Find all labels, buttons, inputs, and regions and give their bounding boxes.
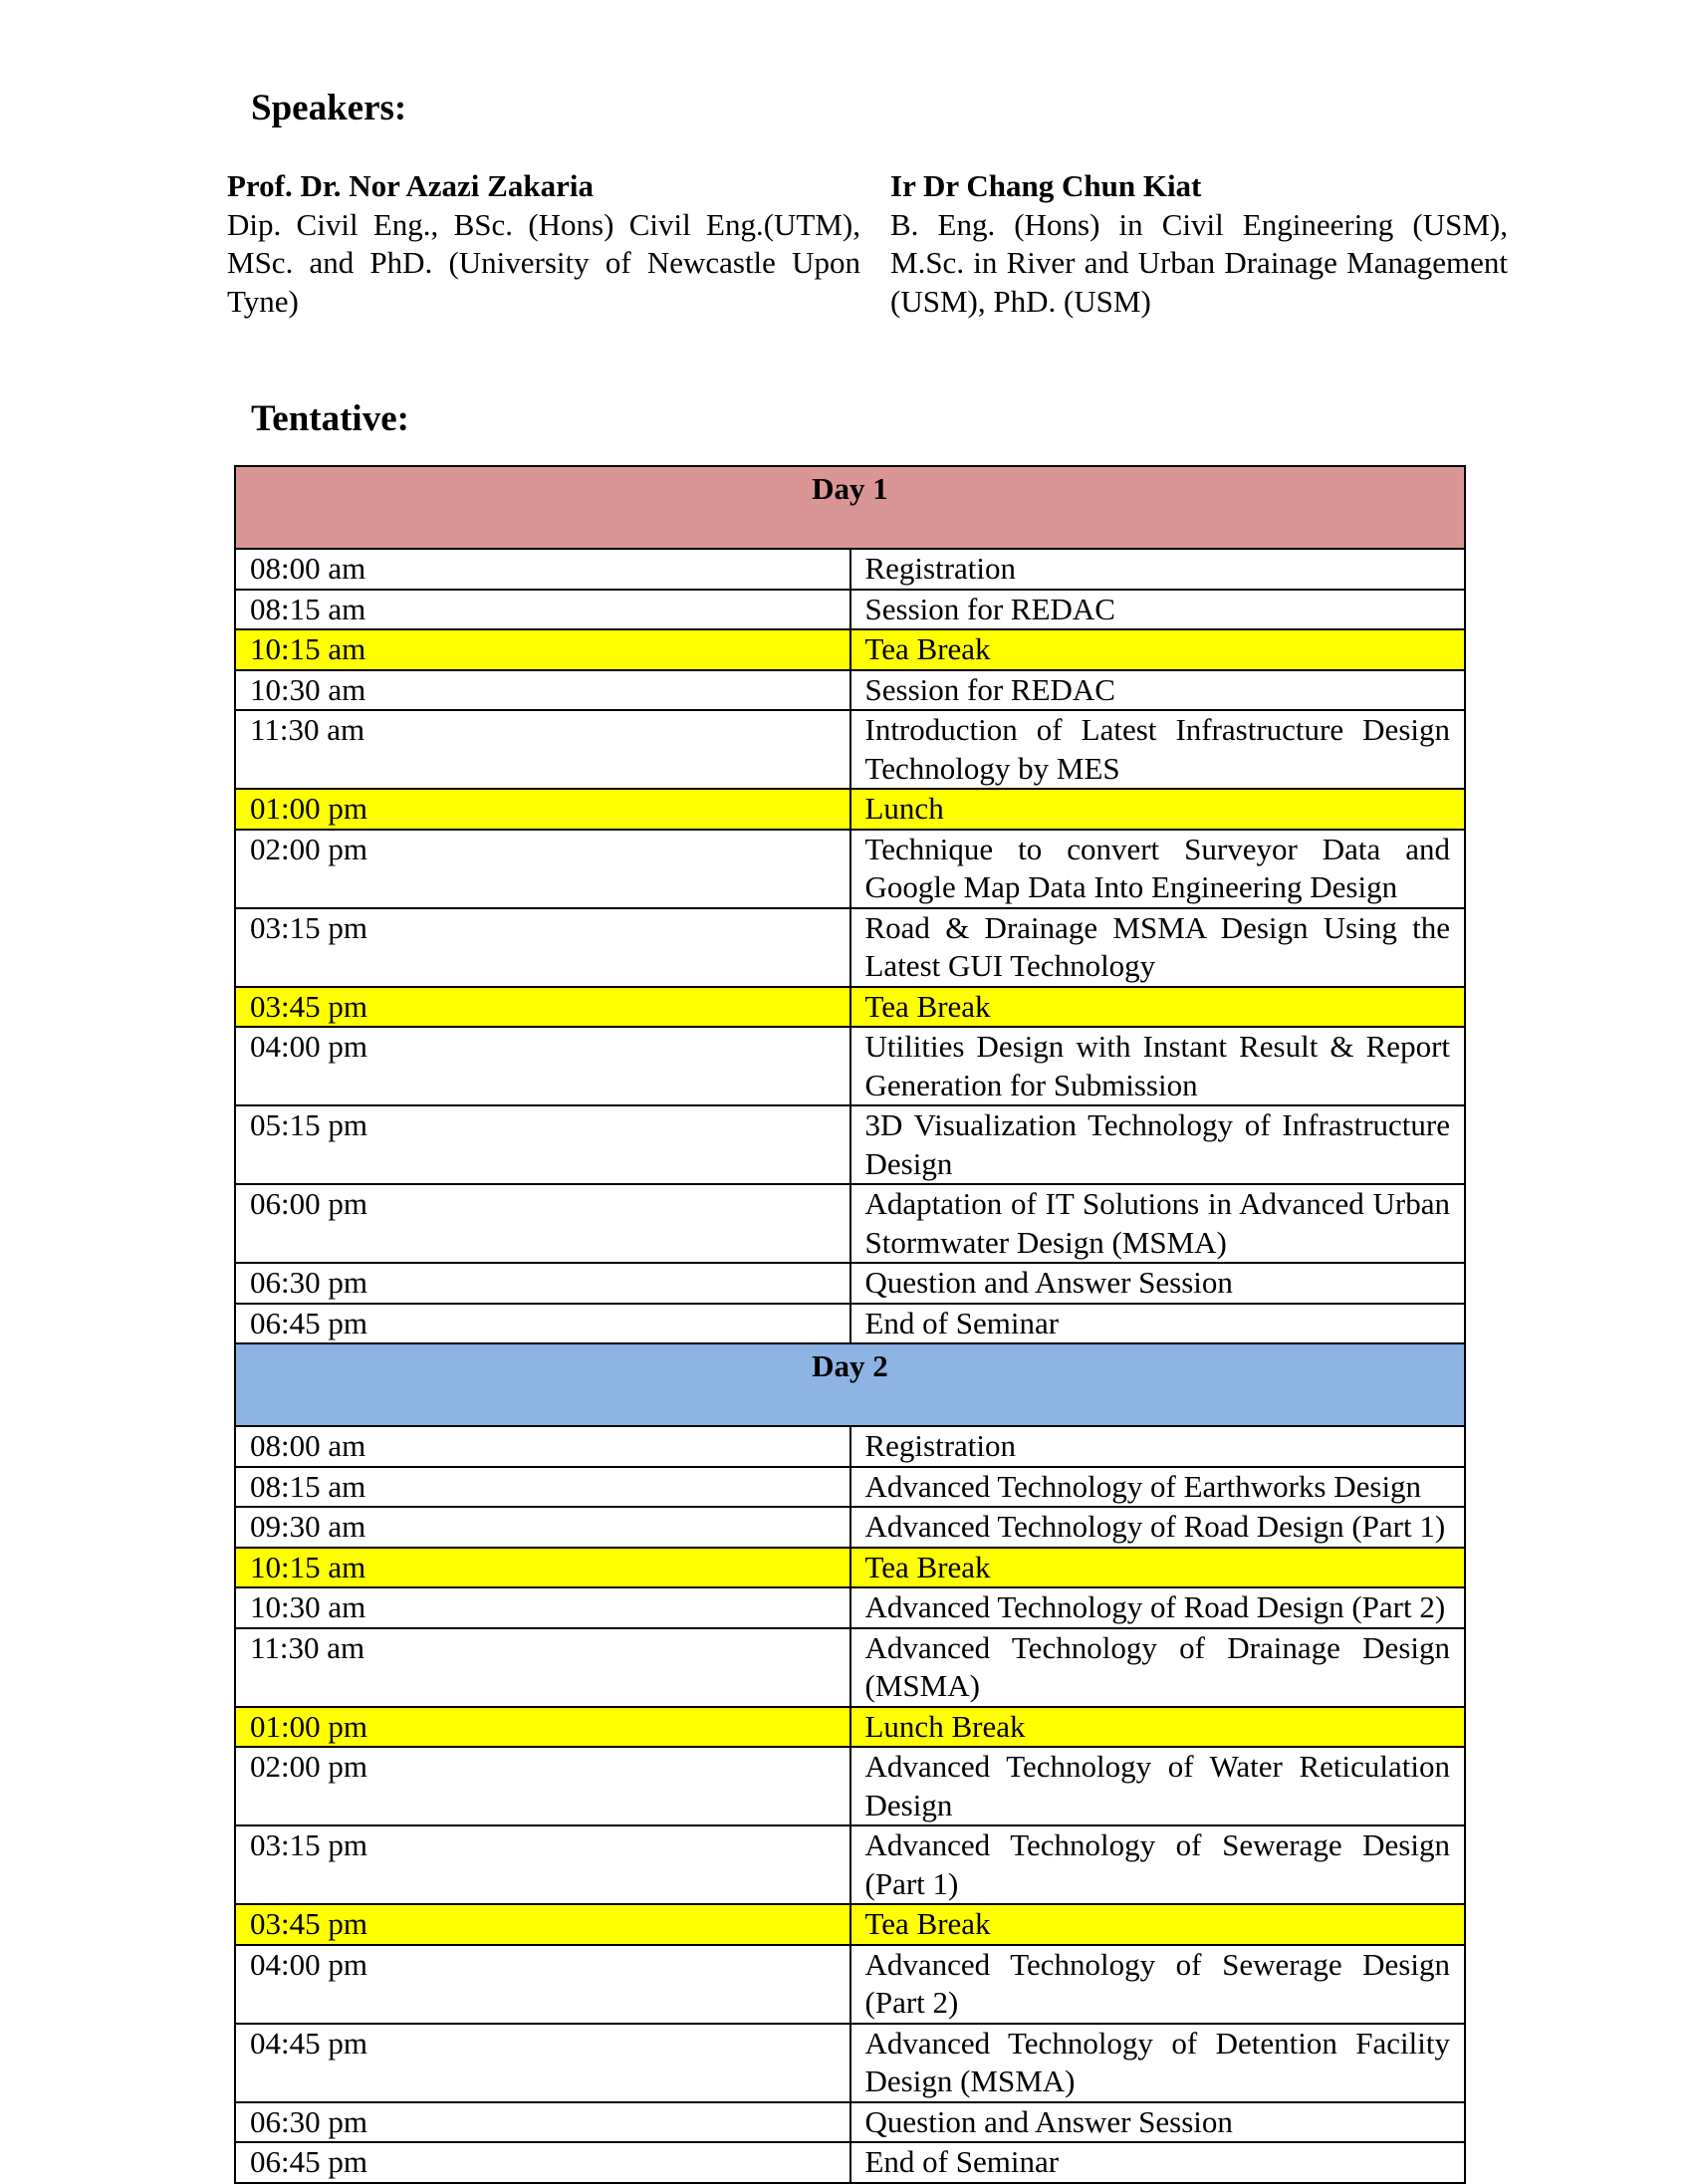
time-cell: 08:00 am — [235, 1426, 850, 1467]
time-cell: 03:45 pm — [235, 987, 850, 1028]
break-row — [235, 987, 1465, 1028]
speaker-name: Prof. Dr. Nor Azazi Zakaria — [227, 168, 594, 203]
schedule-row — [235, 1263, 1465, 1304]
speaker-card — [890, 167, 1508, 321]
speaker-credentials: Dip. Civil Eng., BSc. (Hons) Civil Eng.(UTM), MSc. and PhD. (University of Newcastle Upon Tyne) — [227, 206, 860, 319]
activity-cell: 3D Visualization Technology of Infrastructure Design — [850, 1105, 1466, 1184]
activity-cell: Advanced Technology of Water Reticulation Design — [850, 1747, 1466, 1825]
activity-cell: Adaptation of IT Solutions in Advanced Urban Stormwater Design (MSMA) — [850, 1184, 1466, 1263]
activity-cell: End of Seminar — [850, 2142, 1466, 2183]
schedule-row — [235, 1105, 1465, 1184]
activity-cell: Tea Break — [850, 1904, 1466, 1945]
time-cell: 03:15 pm — [235, 908, 850, 987]
time-cell: 02:00 pm — [235, 830, 850, 908]
schedule-row — [235, 1628, 1465, 1707]
time-cell: 08:00 am — [235, 549, 850, 590]
time-cell: 10:15 am — [235, 629, 850, 670]
speaker-card — [227, 167, 860, 321]
day-header-row — [235, 1343, 1465, 1426]
time-cell: 10:30 am — [235, 1587, 850, 1628]
time-cell: 04:00 pm — [235, 1027, 850, 1105]
time-cell: 06:45 pm — [235, 1304, 850, 1344]
speakers-heading: Speakers: — [251, 88, 407, 128]
schedule-row — [235, 2024, 1465, 2102]
time-cell: 05:15 pm — [235, 1105, 850, 1184]
activity-cell: Advanced Technology of Drainage Design (MSMA) — [850, 1628, 1466, 1707]
time-cell: 06:00 pm — [235, 1184, 850, 1263]
break-row — [235, 789, 1465, 830]
schedule-row — [235, 1507, 1465, 1548]
time-cell: 01:00 pm — [235, 789, 850, 830]
schedule-row — [235, 710, 1465, 789]
activity-cell: Tea Break — [850, 1548, 1466, 1588]
time-cell: 10:15 am — [235, 1548, 850, 1588]
activity-cell: Introduction of Latest Infrastructure Design Technology by MES — [850, 710, 1466, 789]
break-row — [235, 1904, 1465, 1945]
activity-cell: Registration — [850, 549, 1466, 590]
schedule-row — [235, 2102, 1465, 2143]
break-row — [235, 1548, 1465, 1588]
activity-cell: Lunch Break — [850, 1707, 1466, 1748]
schedule-row — [235, 1945, 1465, 2024]
schedule-row — [235, 1184, 1465, 1263]
activity-cell: Session for REDAC — [850, 670, 1466, 711]
time-cell: 02:00 pm — [235, 1747, 850, 1825]
activity-cell: Advanced Technology of Road Design (Part 2) — [850, 1587, 1466, 1628]
activity-cell: Advanced Technology of Earthworks Design — [850, 1467, 1466, 1508]
time-cell: 11:30 am — [235, 710, 850, 789]
day-title: Day 2 — [235, 1343, 1465, 1426]
activity-cell: Session for REDAC — [850, 590, 1466, 630]
break-row — [235, 1707, 1465, 1748]
activity-cell: Tea Break — [850, 987, 1466, 1028]
time-cell: 06:30 pm — [235, 2102, 850, 2143]
day-header-row — [235, 466, 1465, 549]
time-cell: 06:30 pm — [235, 1263, 850, 1304]
schedule-row — [235, 2142, 1465, 2183]
schedule-row — [235, 908, 1465, 987]
time-cell: 06:45 pm — [235, 2142, 850, 2183]
tentative-heading: Tentative: — [251, 398, 409, 439]
activity-cell: Technique to convert Surveyor Data and Google Map Data Into Engineering Design — [850, 830, 1466, 908]
speaker-name: Ir Dr Chang Chun Kiat — [890, 168, 1202, 203]
activity-cell: Utilities Design with Instant Result & Report Generation for Submission — [850, 1027, 1466, 1105]
schedule-row — [235, 1304, 1465, 1344]
schedule-row — [235, 1426, 1465, 1467]
schedule-row — [235, 1587, 1465, 1628]
activity-cell: Advanced Technology of Detention Facility Design (MSMA) — [850, 2024, 1466, 2102]
schedule-row — [235, 1467, 1465, 1508]
activity-cell: Tea Break — [850, 629, 1466, 670]
activity-cell: Lunch — [850, 789, 1466, 830]
schedule-row — [235, 1747, 1465, 1825]
schedule-row — [235, 590, 1465, 630]
time-cell: 08:15 am — [235, 1467, 850, 1508]
break-row — [235, 629, 1465, 670]
schedule-row — [235, 1027, 1465, 1105]
activity-cell: Question and Answer Session — [850, 2102, 1466, 2143]
activity-cell: Road & Drainage MSMA Design Using the Latest GUI Technology — [850, 908, 1466, 987]
activity-cell: Advanced Technology of Sewerage Design (Part 2) — [850, 1945, 1466, 2024]
schedule-row — [235, 830, 1465, 908]
activity-cell: Question and Answer Session — [850, 1263, 1466, 1304]
time-cell: 01:00 pm — [235, 1707, 850, 1748]
time-cell: 04:45 pm — [235, 2024, 850, 2102]
time-cell: 08:15 am — [235, 590, 850, 630]
time-cell: 03:45 pm — [235, 1904, 850, 1945]
time-cell: 10:30 am — [235, 670, 850, 711]
activity-cell: Advanced Technology of Road Design (Part 1) — [850, 1507, 1466, 1548]
day-title: Day 1 — [235, 466, 1465, 549]
time-cell: 03:15 pm — [235, 1825, 850, 1904]
speaker-credentials: B. Eng. (Hons) in Civil Engineering (USM), M.Sc. in River and Urban Drainage Management (USM), PhD. (USM) — [890, 206, 1508, 319]
schedule-body — [235, 466, 1465, 2183]
activity-cell: Registration — [850, 1426, 1466, 1467]
time-cell: 11:30 am — [235, 1628, 850, 1707]
time-cell: 04:00 pm — [235, 1945, 850, 2024]
schedule-row — [235, 1825, 1465, 1904]
schedule-row — [235, 549, 1465, 590]
schedule-table — [234, 465, 1466, 2184]
activity-cell: End of Seminar — [850, 1304, 1466, 1344]
activity-cell: Advanced Technology of Sewerage Design (Part 1) — [850, 1825, 1466, 1904]
schedule-row — [235, 670, 1465, 711]
time-cell: 09:30 am — [235, 1507, 850, 1548]
